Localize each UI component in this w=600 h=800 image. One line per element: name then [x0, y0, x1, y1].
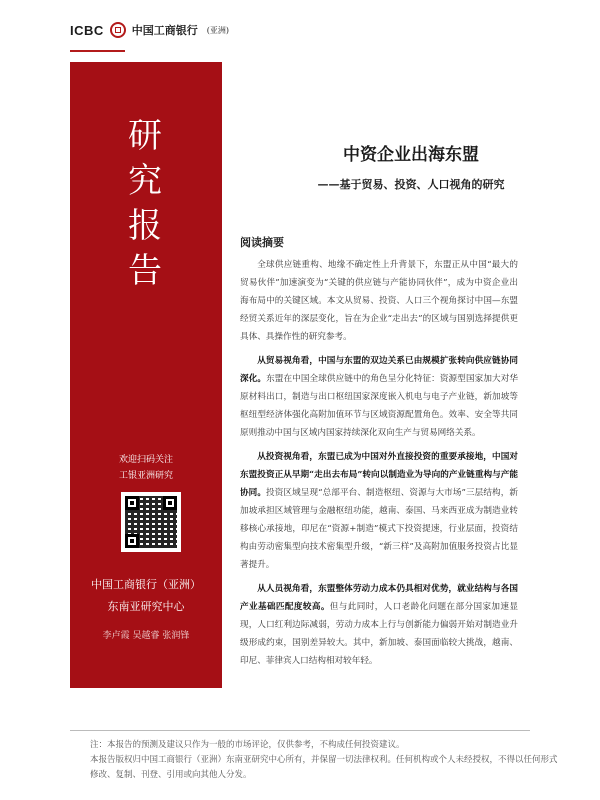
scan-line: 工银亚洲研究 — [118, 471, 173, 481]
abstract-paragraph: 全球供应链重构、地缘不确定性上升背景下，东盟正从中国“最大的贸易伙伴”加速演变为“关键的供应链与产能协同伙伴”，成为中资企业出海布局中的关键区域。本文从贸易、投资、人口三个视角探讨中国—东盟经贸关系近年的深层变化，旨在为企业“走出去”的区域与国别选择提供更具体、具操作性的研究参考。 — [240, 260, 518, 342]
abstract-paragraph — [240, 448, 518, 574]
page-header — [0, 0, 600, 60]
abstract-body — [240, 256, 518, 676]
title-char: 告 — [128, 251, 164, 291]
disclaimer-line: 注：本报告的预测及建议只作为一般的市场评论，仅供参考，不构成任何投资建议。 — [90, 740, 405, 750]
title-char: 报 — [128, 206, 164, 246]
org-center: 东南亚研究中心 — [107, 600, 185, 613]
title-char: 究 — [128, 161, 164, 201]
report-subtitle: ——基于贸易、投资、人口视角的研究 — [317, 178, 505, 191]
copyright-line: 本报告版权归中国工商银行（亚洲）东南亚研究中心所有，并保留一切法律权利。任何机构或个人未经授权，不得以任何形式修改、复制、刊登、引用或向其他人分发。 — [90, 755, 558, 780]
header-divider — [70, 50, 125, 52]
abstract-heading: 阅读摘要 — [240, 236, 284, 249]
report-title: 中资企业出海东盟 — [343, 145, 479, 165]
abstract-paragraph — [240, 352, 518, 442]
paragraph-lead: 从人员视角看，东盟整体劳动力成本仍具相对优势，就业结构与各国产业基础匹配度较高。 — [240, 584, 518, 612]
qr-code[interactable] — [121, 492, 181, 552]
logo-cn-text: 中国工商银行 — [131, 24, 198, 37]
cover-sidebar — [70, 62, 222, 688]
organization — [70, 574, 222, 618]
qr-finder-icon — [163, 496, 177, 510]
paragraph-text: 但与此同时，人口老龄化问题在部分国家加速显现，人口红利边际减弱，劳动力成本上行与创新能力偏弱开始对制造业升级形成约束，国别差异较大。其中，新加坡、泰国面临较大挑战，越南、印尼、菲律宾人口结构相对较年轻。 — [240, 602, 518, 666]
qr-finder-icon — [125, 496, 139, 510]
paragraph-text: 东盟在中国全球供应链中的角色呈分化特征：资源型国家加大对华原材料出口，制造与出口枢纽国家深度嵌入机电与电子产业链，新加坡等枢纽型经济体强化高附加值环节与区域资源配置角色。效率、安全等共同原则推动中国与区域内国家持续深化双向生产与贸易网络关系。 — [240, 374, 518, 438]
logo-en-text: ICBC — [70, 22, 104, 38]
footer-divider — [70, 730, 530, 731]
paragraph-lead: 从贸易视角看，中国与东盟的双边关系已由规模扩张转向供应链协同深化。 — [240, 356, 518, 384]
scan-line: 欢迎扫码关注 — [118, 455, 173, 465]
logo-region-text: (亚洲) — [206, 25, 230, 35]
abstract-paragraph — [240, 580, 518, 670]
qr-finder-icon — [125, 534, 139, 548]
title-char: 研 — [128, 116, 164, 156]
paragraph-text: 投资区域呈现“总部平台、制造枢纽、资源与大市场”三层结构，新加坡承担区域管理与金融枢纽功能，越南、泰国、马来西亚成为制造业转移核心承接地，印尼在“资源+制造”模式下投资提速，行业层面，投资结构由劳动密集型向技术密集型升级，“新三样”及高附加值服务投资占比显著提升。 — [240, 488, 518, 570]
scan-prompt — [70, 452, 222, 484]
brand-logo — [70, 22, 229, 38]
sidebar-title — [70, 114, 222, 294]
disclaimer-footer — [90, 738, 560, 783]
authors: 李卢霞 吴越睿 张润锋 — [102, 631, 190, 641]
icbc-logo-icon — [110, 22, 126, 38]
org-name: 中国工商银行（亚洲） — [91, 578, 201, 591]
paragraph-lead: 从投资视角看，东盟已成为中国对外直接投资的重要承接地，中国对东盟投资正从早期“走出去布局”转向以制造业为导向的产业链重构与产能协同。 — [240, 452, 518, 498]
